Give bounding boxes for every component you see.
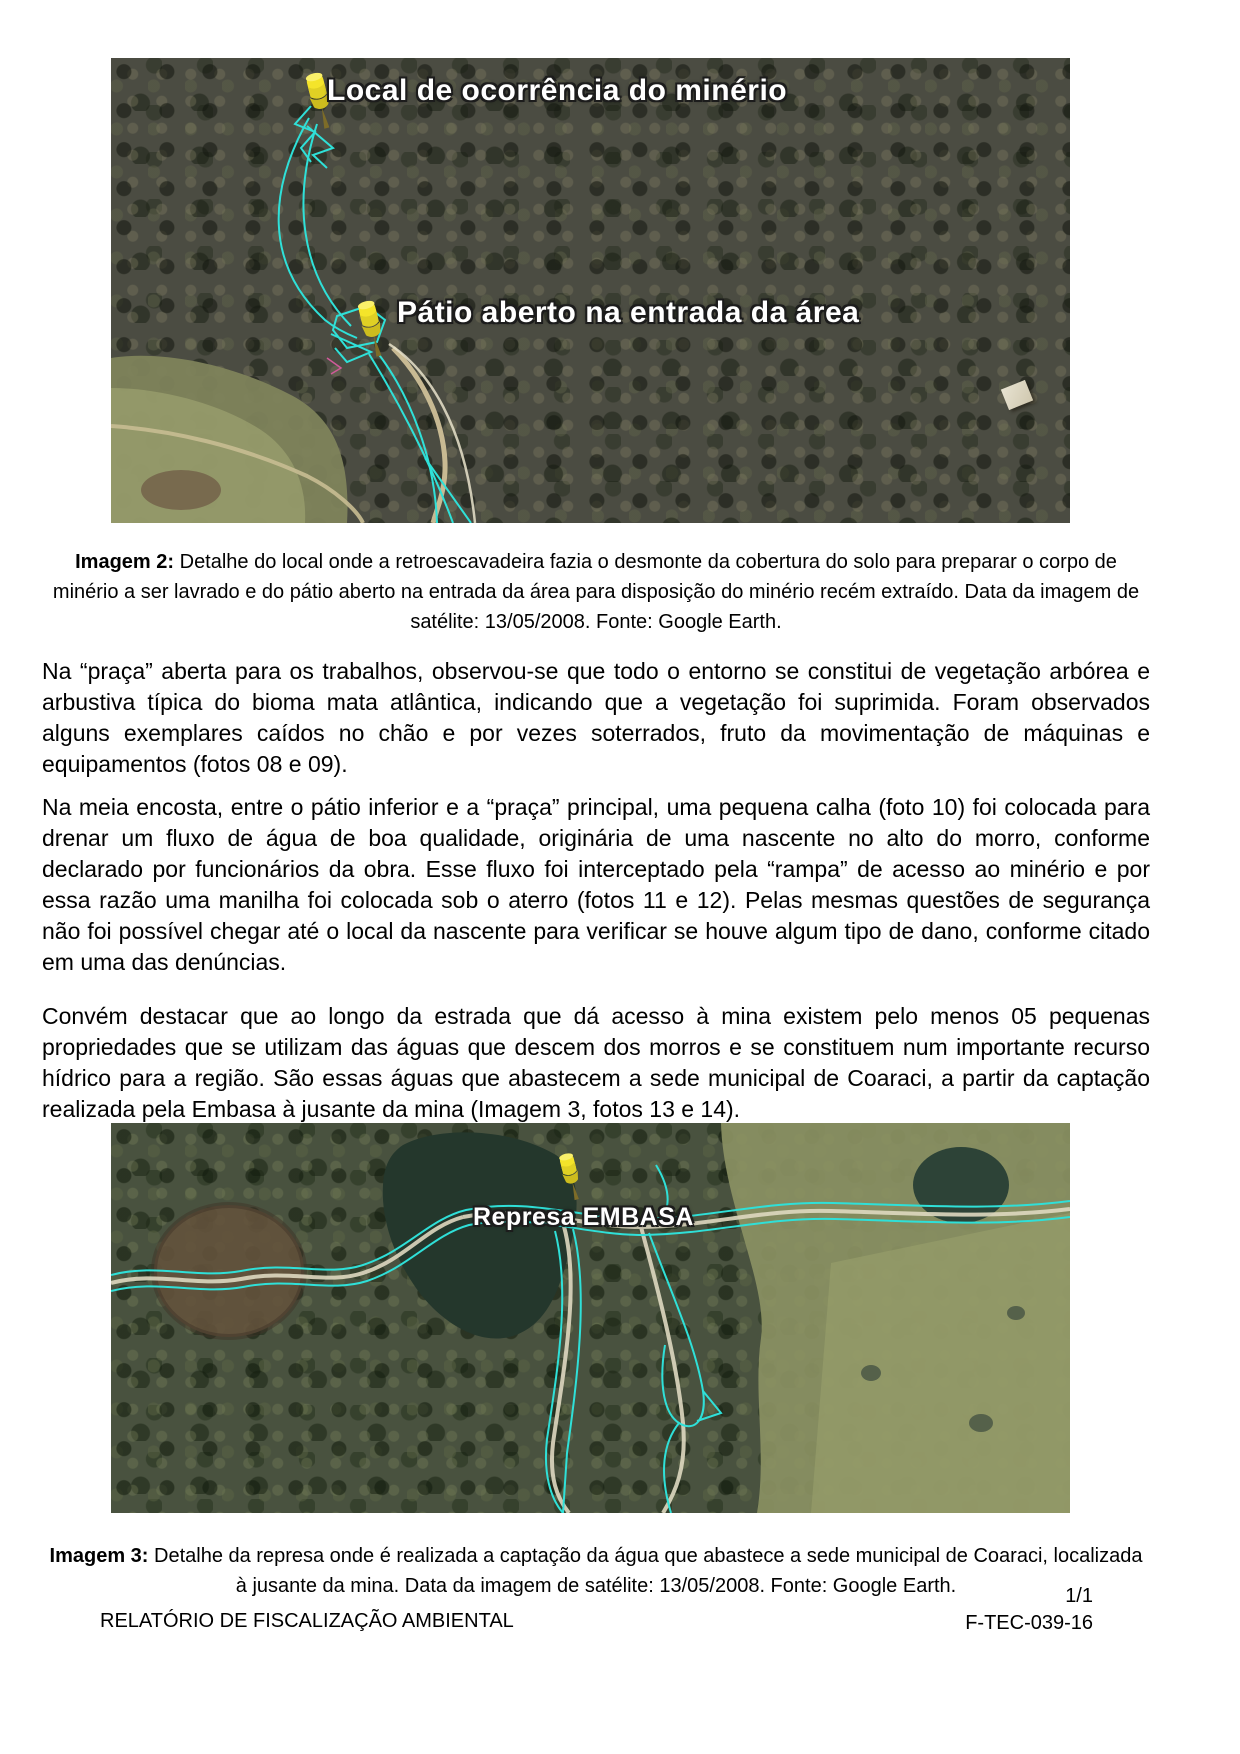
magenta-track-fragment	[327, 358, 341, 374]
map-label-text: Local de ocorrência do minério	[327, 74, 788, 107]
caption-imagem-2	[42, 547, 1150, 637]
map-label-patio	[397, 296, 859, 330]
pushpin-icon	[555, 1151, 587, 1207]
body-paragraph-2: Na meia encosta, entre o pátio inferior e a “praça” principal, uma pequena calha (foto 10) foi colocada para drenar um fluxo de água de boa qualidade, originária de uma nascente no alto do morro, conforme declarado por funcionários da obra. Esse fluxo foi interceptado pela “rampa” de acesso ao minério e por essa razão uma manilha foi colocada sob o aterro (fotos 11 e 12). Pelas mesmas questões de segurança não foi possível chegar até o local da nascente para verificar se houve algum tipo de dano, conforme citado em uma das denúncias.	[42, 794, 1150, 975]
clearing-area	[111, 356, 363, 523]
caption-text: Detalhe da represa onde é realizada a captação da água que abastece a sede municipal de Coaraci, localizada à jusante da mina. Data da imagem de satélite: 13/05/2008. Fonte: Google Earth.	[148, 1545, 1143, 1597]
gps-tracks-overlay-2	[111, 58, 1070, 523]
map-label-text: Pátio aberto na entrada da área	[397, 296, 860, 329]
map-label-mineral-site	[327, 74, 787, 108]
reservoir-water	[383, 1132, 577, 1338]
caption-text: Detalhe do local onde a retroescavadeira fazia o desmonte da cobertura do solo para preparar o corpo de minério a ser lavrado e do pátio aberto na entrada da área para disposição do minério recém extraído. Data da imagem de satélite: 13/05/2008. Fonte: Google Earth.	[52, 551, 1140, 633]
map-label-text: Represa EMBASA	[473, 1203, 694, 1231]
pasture-area	[721, 1123, 1070, 1513]
pushpin-icon	[353, 298, 391, 364]
satellite-image-2	[111, 58, 1070, 523]
body-paragraph-1: Na “praça” aberta para os trabalhos, observou-se que todo o entorno se constitui de vegetação arbórea e arbustiva típica do bioma mata atlântica, indicando que a vegetação foi suprimida. Foram observados alguns exemplares caídos no chão e por vezes soterrados, fruto da movimentação de máquinas e equipamentos (fotos 08 e 09).	[42, 658, 1150, 777]
dirt-roads	[389, 344, 475, 523]
footer-report-title: RELATÓRIO DE FISCALIZAÇÃO AMBIENTAL	[100, 1610, 514, 1632]
satellite-image-3	[111, 1123, 1070, 1513]
footer-right-block	[965, 1583, 1093, 1637]
caption-lead: Imagem 2:	[75, 551, 175, 573]
gps-tracks-overlay-3	[111, 1123, 1070, 1513]
form-code: F-TEC-039-16	[965, 1612, 1093, 1634]
page-number: 1/1	[1065, 1585, 1093, 1607]
body-paragraph-3: Convém destacar que ao longo da estrada que dá acesso à mina existem pelo menos 05 pequenas propriedades que se utilizam das águas que descem dos morros e se constituem num importante recurso hídrico para a região. São essas águas que abastecem a sede municipal de Coaraci, a partir da captação realizada pela Embasa à jusante da mina (Imagem 3, fotos 13 e 14).	[42, 1003, 1150, 1122]
map-label-represa	[473, 1203, 694, 1232]
caption-lead: Imagem 3:	[49, 1545, 149, 1567]
